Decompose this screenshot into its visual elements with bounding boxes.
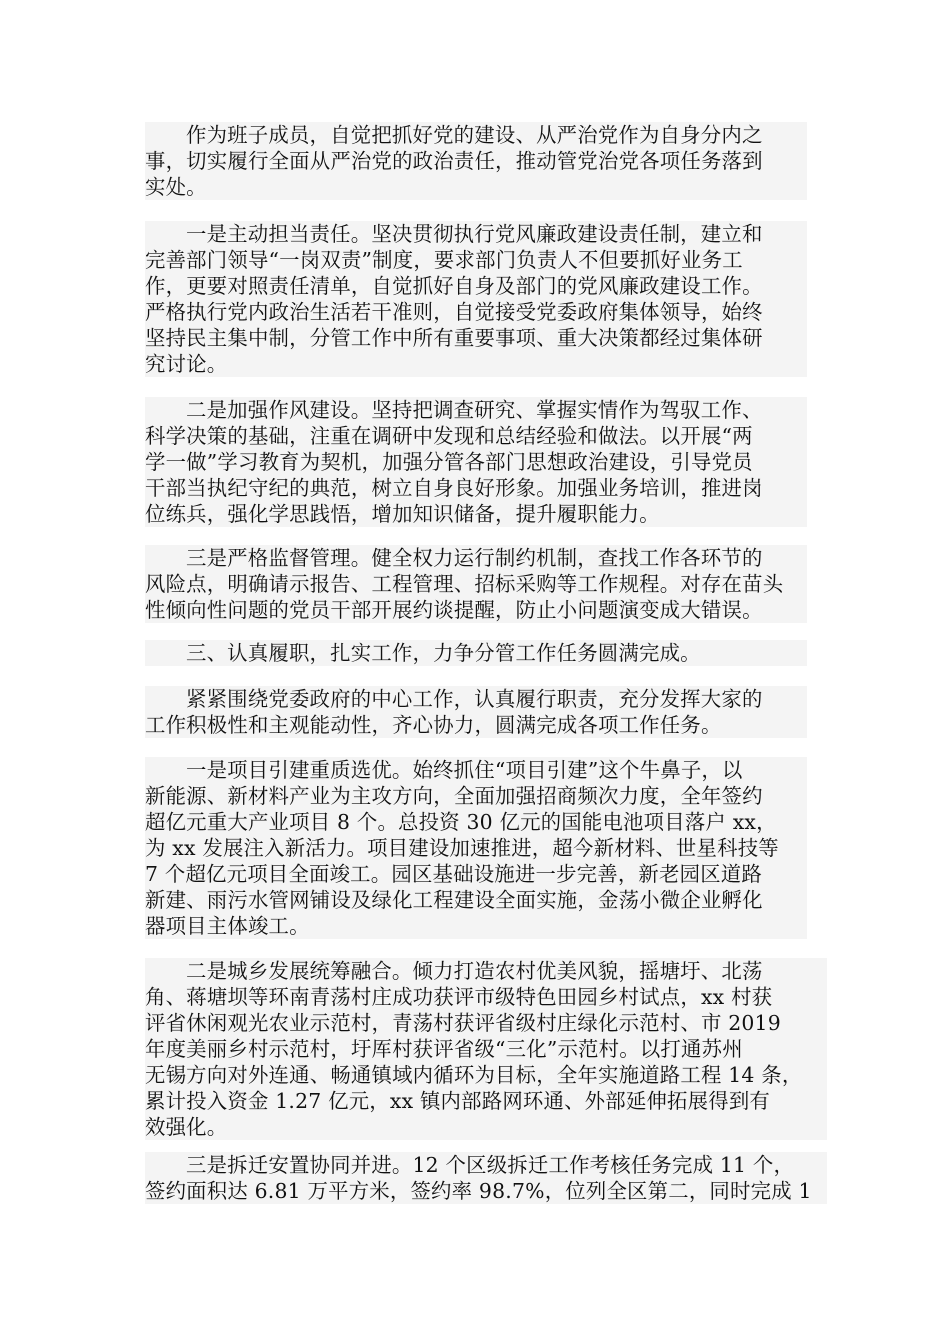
text-line: 科学决策的基础，注重在调研中发现和总结经验和做法。以开展“两 [145, 424, 753, 448]
text-line: 年度美丽乡村示范村，圩厍村获评省级“三化”示范村。以打通苏州 [145, 1037, 743, 1061]
text-line: 二是城乡发展统筹融合。倾力打造农村优美风貌，摇塘圩、北荡 [186, 959, 763, 983]
text-line: 性倾向性问题的党员干部开展约谈提醒，防止小问题演变成大错误。 [145, 598, 763, 622]
text-line: 7 个超亿元项目全面竣工。园区基础设施进一步完善，新老园区道路 [145, 862, 762, 886]
paragraph-supervision [145, 545, 807, 623]
text-line: 为 xx 发展注入新活力。项目建设加速推进，超今新材料、世星科技等 [145, 836, 779, 860]
text-line: 位练兵，强化学思践悟，增加知识储备，提升履职能力。 [145, 502, 660, 526]
text-line: 签约面积达 6.81 万平方米，签约率 98.7%，位列全区第二，同时完成 1 [145, 1179, 812, 1203]
text-line: 坚持民主集中制，分管工作中所有重要事项、重大决策都经过集体研 [145, 326, 763, 350]
text-line: 事，切实履行全面从严治党的政治责任，推动管党治党各项任务落到 [145, 149, 763, 173]
text-line: 器项目主体竣工。 [145, 914, 310, 938]
paragraph-work-style [145, 397, 807, 527]
paragraph-responsibility [145, 221, 807, 377]
text-line: 角、蒋塘坝等环南青荡村庄成功获评市级特色田园乡村试点，xx 村获 [145, 985, 773, 1009]
text-line: 新能源、新材料产业为主攻方向，全面加强招商频次力度，全年签约 [145, 784, 763, 808]
paragraph-demolition [145, 1152, 827, 1204]
paragraph-urban-rural [145, 958, 827, 1140]
text-line: 干部当执纪守纪的典范，树立自身良好形象。加强业务培训，推进岗 [145, 476, 763, 500]
text-line: 三是严格监督管理。健全权力运行制约机制，查找工作各环节的 [186, 546, 763, 570]
text-line: 风险点，明确请示报告、工程管理、招标采购等工作规程。对存在苗头 [145, 572, 784, 596]
paragraph-projects [145, 757, 807, 939]
text-line: 三、认真履职，扎实工作，力争分管工作任务圆满完成。 [186, 641, 701, 665]
text-line: 超亿元重大产业项目 8 个。总投资 30 亿元的国能电池项目落户 xx， [145, 810, 777, 834]
text-line: 一是主动担当责任。坚决贯彻执行党风廉政建设责任制，建立和 [186, 222, 763, 246]
text-line: 评省休闲观光农业示范村，青荡村获评省级村庄绿化示范村、市 2019 [145, 1011, 781, 1035]
text-line: 新建、雨污水管网铺设及绿化工程建设全面实施，金荡小微企业孵化 [145, 888, 763, 912]
text-line: 三是拆迁安置协同并进。12 个区级拆迁工作考核任务完成 11 个， [186, 1153, 795, 1177]
text-line: 工作积极性和主观能动性，齐心协力，圆满完成各项工作任务。 [145, 713, 722, 737]
text-line: 究讨论。 [145, 352, 228, 376]
text-line: 学一做”学习教育为契机，加强分管各部门思想政治建设，引导党员 [145, 450, 753, 474]
section-heading-three [145, 640, 807, 666]
text-line: 实处。 [145, 175, 207, 199]
text-line: 作为班子成员，自觉把抓好党的建设、从严治党作为自身分内之 [186, 123, 763, 147]
text-line: 无锡方向对外连通、畅通镇域内循环为目标，全年实施道路工程 14 条， [145, 1063, 803, 1087]
text-line: 作，更要对照责任清单，自觉抓好自身及部门的党风廉政建设工作。 [145, 274, 763, 298]
text-line: 效强化。 [145, 1115, 228, 1139]
paragraph-center-work [145, 686, 807, 738]
text-line: 严格执行党内政治生活若干准则，自觉接受党委政府集体领导，始终 [145, 300, 763, 324]
text-line: 一是项目引建重质选优。始终抓住“项目引建”这个牛鼻子，以 [186, 758, 743, 782]
text-line: 二是加强作风建设。坚持把调查研究、掌握实情作为驾驭工作、 [186, 398, 763, 422]
text-line: 完善部门领导“一岗双责”制度，要求部门负责人不但要抓好业务工 [145, 248, 743, 272]
text-line: 紧紧围绕党委政府的中心工作，认真履行职责，充分发挥大家的 [186, 687, 763, 711]
text-line: 累计投入资金 1.27 亿元，xx 镇内部路网环通、外部延伸拓展得到有 [145, 1089, 770, 1113]
paragraph-intro [145, 122, 807, 200]
